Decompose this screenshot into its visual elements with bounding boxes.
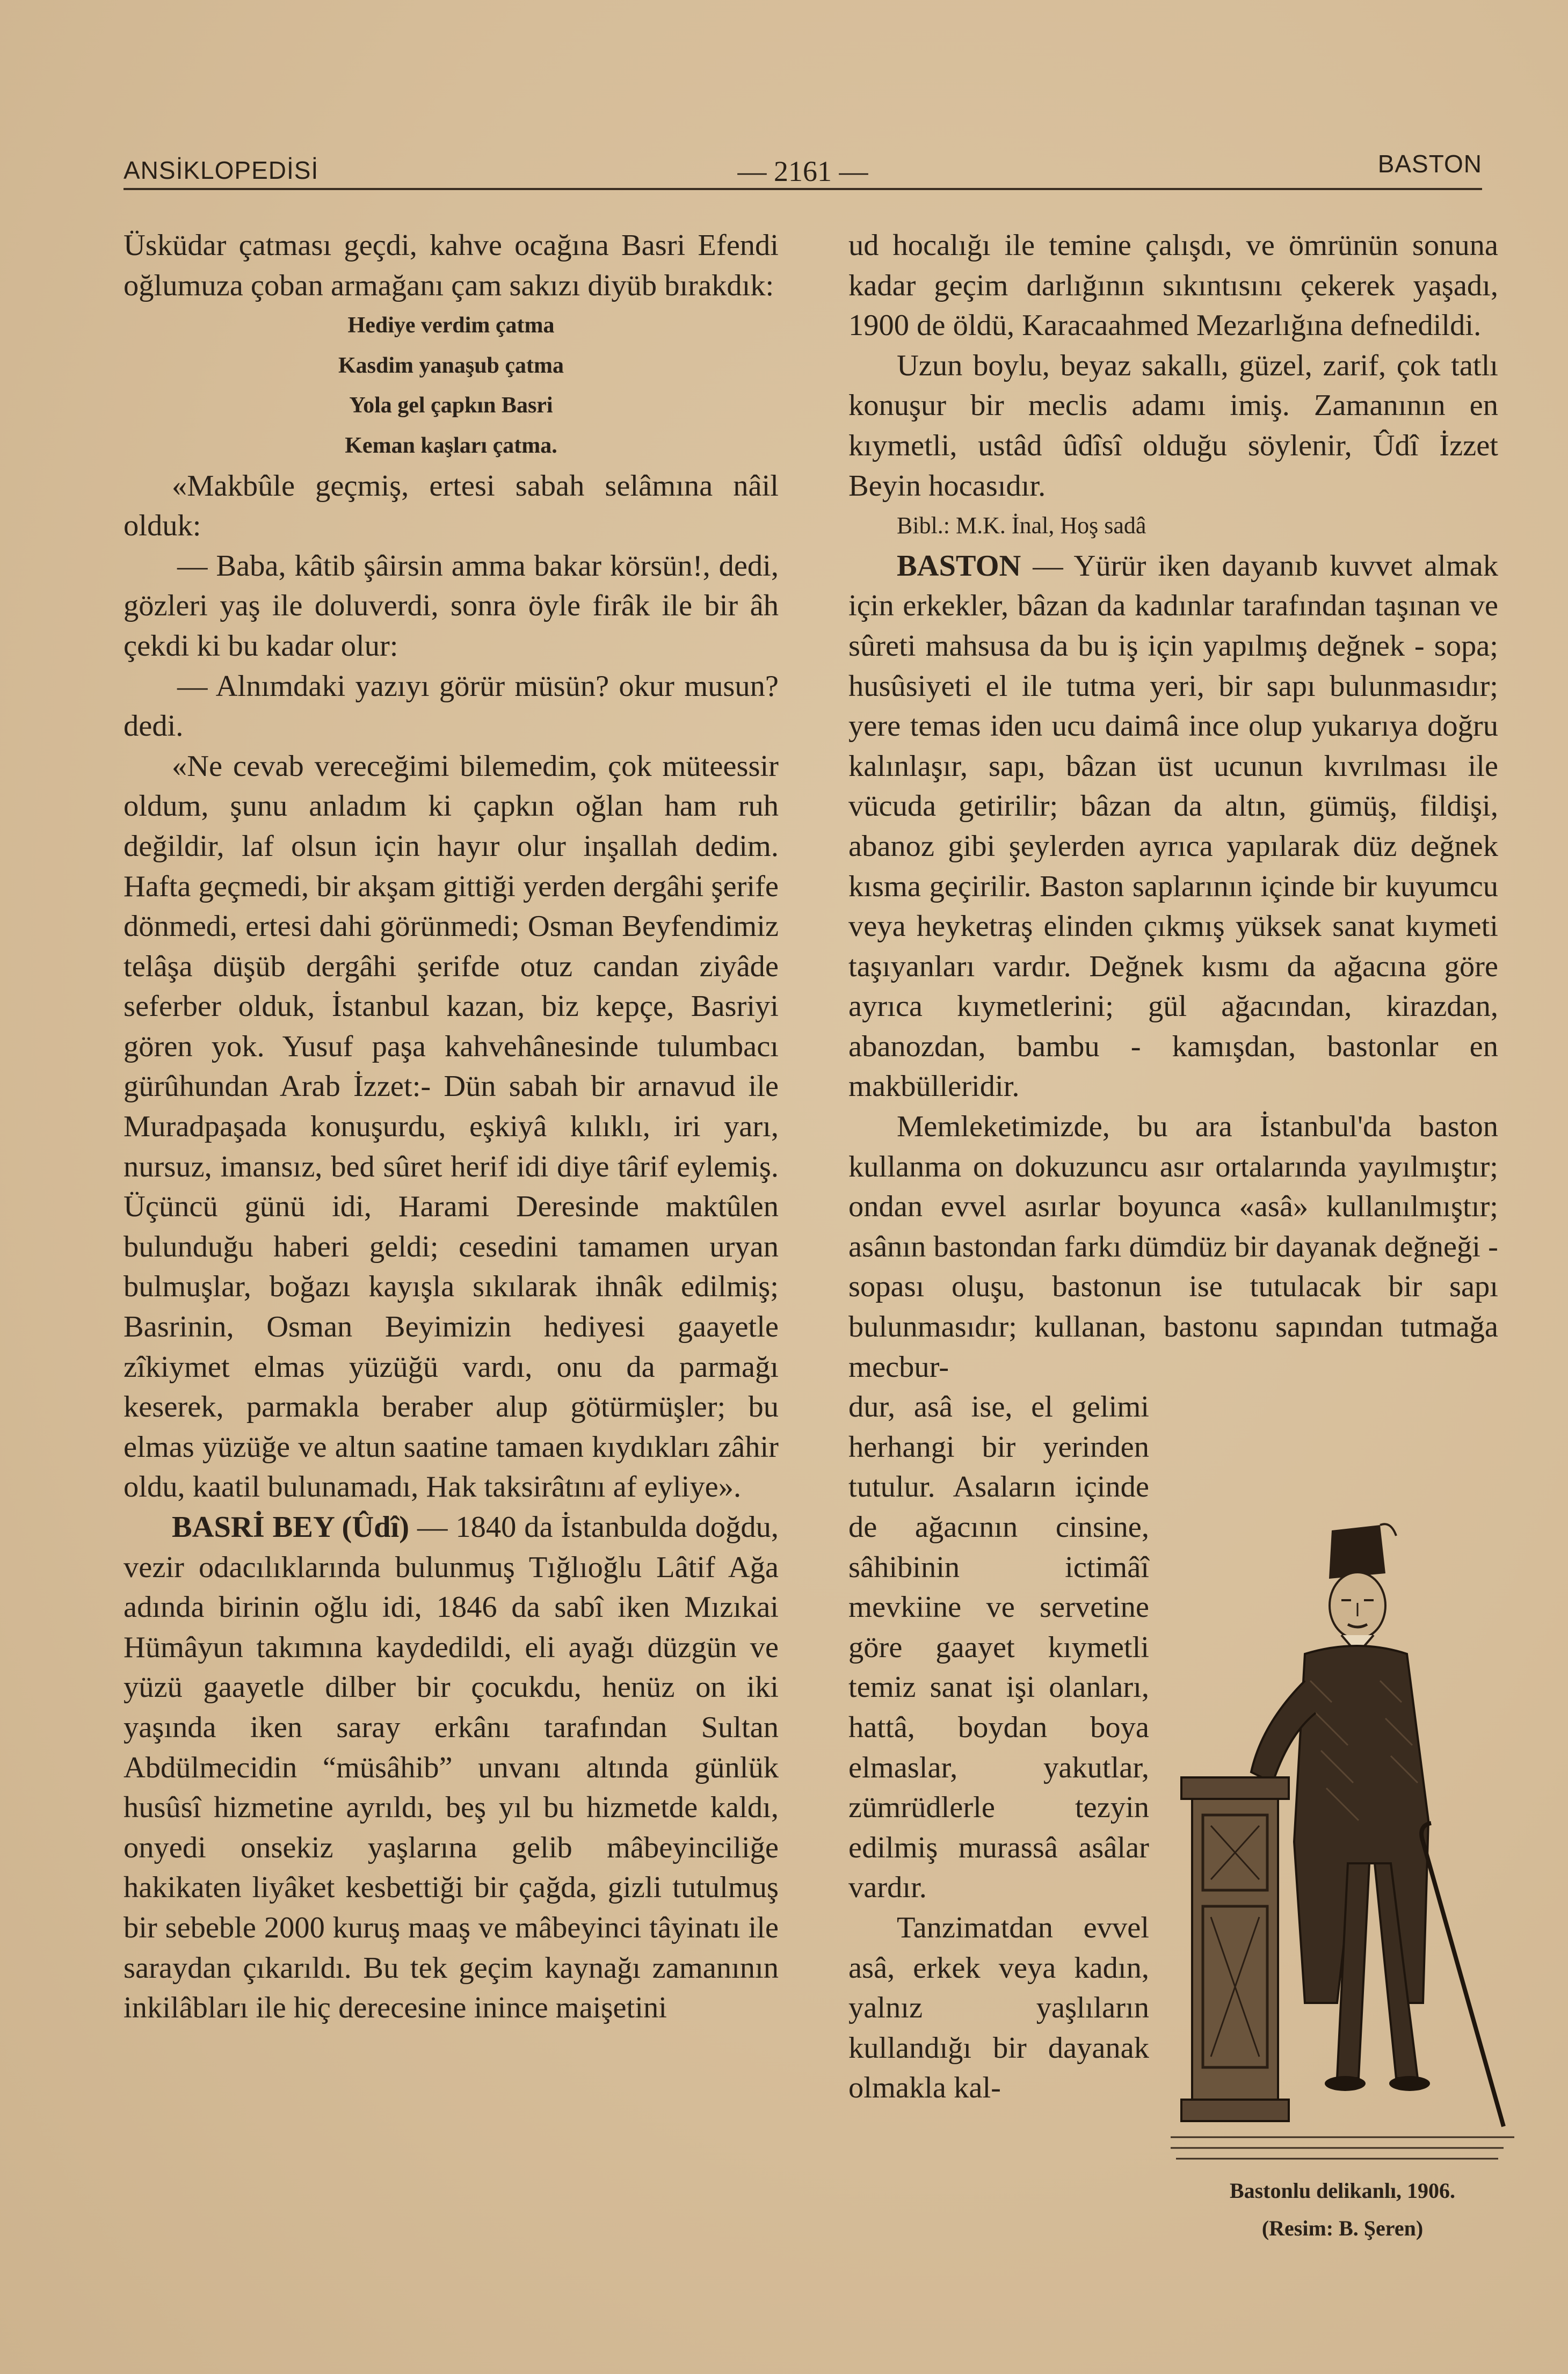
page-number: — 2161 — <box>737 155 868 187</box>
paragraph: Uzun boylu, beyaz sakallı, güzel, zarif, çok tatlı konuşur bir meclis adamı imiş. Zamanının en kıymetli, ustâd ûdîsî olduğu söylenir, Ûdî İzzet Beyin hocasıdır. <box>848 349 1498 503</box>
figure-caption: Bastonlu delikanlı, 1906. <box>1229 2179 1456 2203</box>
paragraph-wrapped: Tanzimatdan evvel asâ, erkek veya kadın, yalnız yaşlıların kullandığı bir dayanak olmakla kal- <box>848 1911 1149 2105</box>
paragraph: ud hocalığı ile temine çalışdı, ve ömrünün sonuna kadar geçim darlığının sıkıntısını çekerek yaşadı, 1900 de öldü, Karacaahmed Mezarlığına defnedildi. <box>848 229 1498 343</box>
left-column <box>124 226 779 2028</box>
dialog-line: — Alnımdaki yazıyı görür müsün? okur musun? dedi. <box>124 669 779 743</box>
header-rule <box>124 188 1482 190</box>
paragraph: Memleketimizde, bu ara İstanbul'da baston kullanma on dokuzuncu asır ortalarında yayılmıştır; ondan evvel asırlar boyunca «asâ» kullanılmıştır; asânın bastondan farkı dümdüz bir dayanak değneği - sopası oluşu, bastonun ise tutulacak bir sapı bulunmasıdır; kullanan, bastonu sapından tutmağa mecbur- <box>848 1110 1498 1384</box>
entry-text: — Yürür iken dayanıb kuvvet almak için erkekler, bâzan da kadınlar tarafından taşınan ve sûreti mahsusa da bu iş için yapılmış değnek - sopa; husûsiyeti el ile tutma yeri, bir sapı bulunmasıdır; yere temas iden ucu daimâ ince olup yukarıya doğru kalınlaşır, sapı, bâzan üst ucunun kıvrılması ile vücuda getirilir; bâzan da altın, gümüş, fildişi, abanoz gibi şeylerden ayrıca yapılarak düz değnek kısma geçirilir. Baston saplarının içinde bir kuyumcu veya heyketraş elinden çıkmış yüksek sanat kıymeti taşıyanları vardır. Değnek kısmı da ağacına göre ayrıca kıymetlerini; gül ağacından, kirazdan, abanozdan, bambu - kamışdan, bastonlar en makbülleridir. <box>848 549 1498 1103</box>
poem-line: Keman kaşları çatma. <box>345 433 557 458</box>
paragraph: «Ne cevab vereceğimi bilemedim, çok müteessir oldum, şunu anladım ki çapkın oğlan ham ruh değildir, laf olsun için hayır olur inşallah dedim. Hafta geçmedi, bir akşam gittiği yerden dergâhi şerife dönmedi, ertesi dahi görünmedi; Osman Beyfendimiz telâşa düşüb dergâhi şerifde otuz candan ziyâde seferber olduk, İstanbul kazan, biz kepçe, Basriyi gören yok. Yusuf paşa kahvehânesinde tulumbacı gürûhundan Arab İzzet:- Dün sabah bir arnavud ile Muradpaşada konuşurdu, eşkiyâ kılıklı, iri yarı, nursuz, imansız, bed sûret herif idi diye târif eylemiş. Üçüncü günü idi, Harami Deresinde maktûlen bulunduğu haberi geldi; cesedini tamamen uryan bulmuşlar, boğazı kayışla sıkılarak ihnâk edilmiş; Basrinin, Osman Beyimizin hediyesi gaayetle zîkiymet elmas yüzüğü vardı, onu da parmağı keserek, parmakla beraber alup götürmüşler; bu elmas yüzüğe ve altun saatine tamaen kıydıkları zâhir oldu, kaatil bulunamadı, Hak taksirâtını af eyliye». <box>124 749 779 1504</box>
entry-baston <box>848 546 1498 1107</box>
bibliography: Bibl.: M.K. İnal, Hoş sadâ <box>897 512 1146 539</box>
header-section: BASTON <box>1377 150 1482 178</box>
entry-basri-bey <box>124 1507 779 2028</box>
header-title: ANSİKLOPEDİSİ <box>124 156 319 184</box>
dialog-line: — Baba, kâtib şâirsin amma bakar körsün!, dedi, gözleri yaş ile doluverdi, sonra öyle firâk ile bir âh çekdi ki bu kadar olur: <box>124 549 779 663</box>
poem-line: Hediye verdim çatma <box>347 313 555 338</box>
illustration <box>1171 1520 1514 2202</box>
paragraph-wrapped: dur, asâ ise, el gelimi herhangi bir yerinden tutulur. Asaların içinde de ağacının cinsine, sâhibinin ictimâî mevkiine ve servetine göre gaayet kıymetli temiz sanat işi olanları, hattâ, boydan boya elmaslar, yakutlar, zümrüdlerle tezyin edilmiş murassâ asâlar vardır. <box>848 1390 1149 1905</box>
paragraph: Üsküdar çatması geçdi, kahve ocağına Basri Efendi oğlumuza çoban armağanı çam sakızı diyüb bırakdık: <box>124 229 779 302</box>
entry-title: BASTON <box>897 549 1021 583</box>
entry-title: BASRİ BEY (Ûdî) <box>172 1511 410 1544</box>
poem-line: Yola gel çapkın Basri <box>349 393 553 418</box>
poem <box>124 306 779 466</box>
page-header <box>124 145 1482 193</box>
entry-text: — 1840 da İstanbulda doğdu, vezir odacılıklarında bulunmuş Tığlıoğlu Lâtif Ağa adında birinin oğlu idi, 1846 da sabî iken Mızıkai Hümâyun takımına kaydedildi, eli ayağı düzgün ve yüzü gaayetle dilber bir çocukdu, henüz on iki yaşında iken saray erkânı tarafından Sultan Abdülmecidin “müsâhib” unvanı altında günlük husûsî hizmetine ayrıldı, beş yıl bu hizmetde kaldı, onyedi onsekiz yaşlarına gelib mâbeyinciliğe hakikaten liyâket kesbettiği bir çağda, gizli tutulmuş bir sebeble 2000 kuruş maaş ve mâbeyinci tâyinatı ile saraydan çıkarıldı. Bu tek geçim kaynağı zamanının inkilâbları ile hiç derecesine inince maişetini <box>124 1511 779 2025</box>
paragraph: «Makbûle geçmiş, ertesi sabah selâmına nâil olduk: <box>124 469 779 543</box>
figure-credit: (Resim: B. Şeren) <box>1261 2216 1424 2240</box>
poem-line: Kasdim yanaşub çatma <box>338 353 564 378</box>
engraving-young-man-with-cane <box>1171 1520 1514 2202</box>
